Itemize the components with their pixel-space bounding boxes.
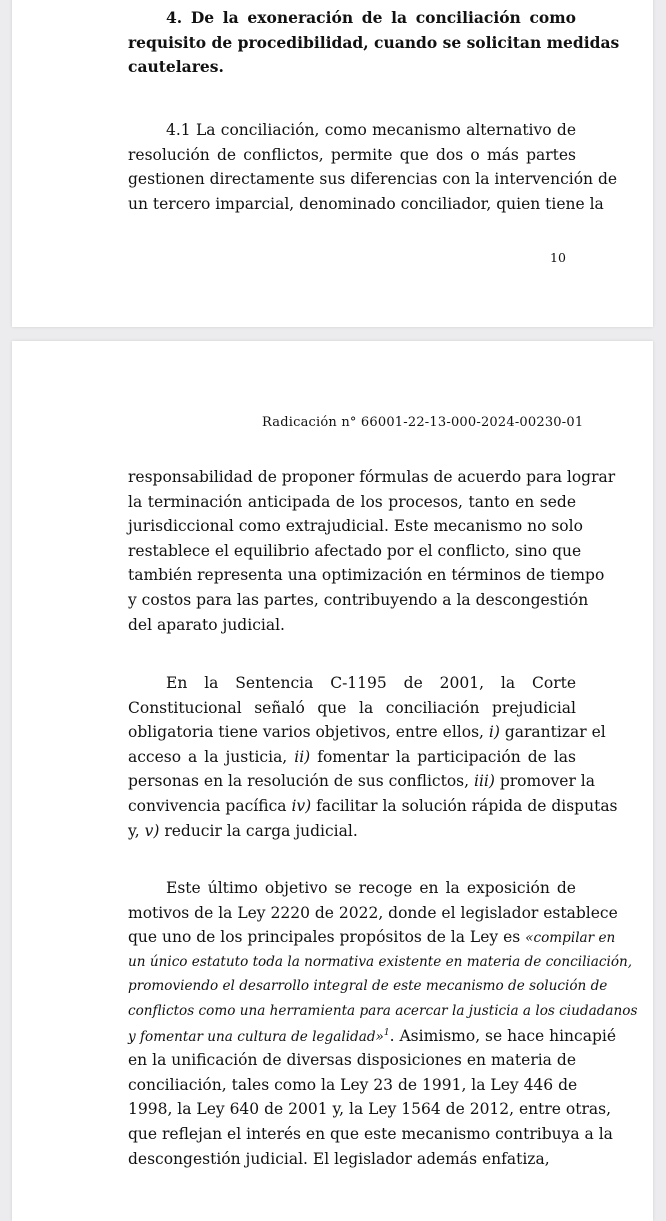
text-line	[128, 794, 618, 819]
paragraph-ley-2220	[128, 876, 638, 1171]
text-line: jurisdiccional como extrajudicial. Este mecanismo no solo	[128, 517, 583, 536]
enum-marker: v)	[144, 821, 160, 840]
text-span: obligatoria tiene varios objetivos, entre ellos,	[128, 723, 484, 742]
text-line: Este último objetivo se recoge en la exposición de	[166, 879, 576, 897]
text-line	[128, 819, 576, 844]
text-line	[128, 720, 606, 745]
radicacion-header: Radicación n° 66001-22-13-000-2024-00230-01	[262, 415, 584, 430]
quote-line: conflictos como una herramienta para acercar la justicia a los ciudadanos	[128, 1002, 638, 1019]
text-line	[128, 769, 596, 794]
paragraph-sentencia	[128, 671, 618, 843]
text-span: garantizar el	[504, 723, 606, 742]
text-line: resolución de conflictos, permite que dos o más partes	[128, 145, 576, 164]
heading-line: 4. De la exoneración de la conciliación como	[166, 8, 576, 27]
document-page-10	[12, 0, 653, 327]
paragraph-4-1	[128, 118, 618, 216]
text-span: reducir la carga judicial.	[164, 821, 358, 840]
text-line: que reflejan el interés en que este mecanismo contribuya a la	[128, 1124, 613, 1143]
text-span: promover la	[499, 772, 596, 791]
text-line: un tercero imparcial, denominado conciliador, quien tiene la	[128, 194, 604, 213]
enum-marker: i)	[488, 723, 500, 742]
text-span: acceso a la justicia,	[128, 747, 288, 766]
text-span: convivencia pacífica	[128, 796, 287, 815]
quote-span: «compilar en	[525, 930, 616, 947]
text-span: personas en la resolución de sus conflictos,	[128, 772, 470, 791]
text-line	[128, 745, 576, 770]
text-span: fomentar la participación de las	[317, 747, 576, 766]
text-line: en la unificación de diversas disposiciones en materia de	[128, 1051, 576, 1070]
footnote-ref[interactable]: 1	[383, 1027, 390, 1038]
text-line: del aparato judicial.	[128, 615, 285, 634]
text-line: responsabilidad de proponer fórmulas de acuerdo para lograr	[128, 468, 616, 486]
text-line: y costos para las partes, contribuyendo a la descongestión	[128, 590, 589, 609]
text-line: 4.1 La conciliación, como mecanismo alternativo de	[166, 121, 576, 139]
text-span: facilitar la solución rápida de disputas	[316, 796, 618, 815]
text-line	[128, 925, 616, 950]
text-line: también representa una optimización en términos de tiempo	[128, 566, 605, 585]
section-heading	[128, 6, 620, 80]
enum-marker: ii)	[294, 747, 311, 766]
text-line: Constitucional señaló que la conciliación prejudicial	[128, 698, 576, 717]
text-span: . Asimismo, se hace hincapié	[389, 1026, 617, 1045]
heading-line: requisito de procedibilidad, cuando se solicitan medidas	[128, 32, 620, 52]
quote-line: promoviendo el desarrollo integral de este mecanismo de solución de	[128, 978, 608, 995]
heading-line: cautelares.	[128, 57, 224, 77]
quote-span: y fomentar una cultura de legalidad»	[128, 1028, 384, 1045]
text-line: la terminación anticipada de los procesos, tanto en sede	[128, 492, 576, 511]
document-page-11	[12, 341, 653, 1221]
paragraph-continuation	[128, 465, 616, 637]
text-line: conciliación, tales como la Ley 23 de 1991, la Ley 446 de	[128, 1075, 578, 1094]
enum-marker: iv)	[291, 796, 312, 815]
text-line: En la Sentencia C-1195 de 2001, la Corte	[166, 674, 576, 692]
page-number: 10	[550, 250, 566, 265]
text-span: y,	[128, 821, 140, 840]
enum-marker: iii)	[473, 772, 495, 791]
text-line: 1998, la Ley 640 de 2001 y, la Ley 1564 de 2012, entre otras,	[128, 1100, 611, 1119]
quote-line: un único estatuto toda la normativa existente en materia de conciliación,	[128, 953, 633, 970]
text-span: que uno de los principales propósitos de la Ley es	[128, 928, 521, 947]
text-line: gestionen directamente sus diferencias con la intervención de	[128, 170, 618, 189]
text-line: restablece el equilibrio afectado por el conflicto, sino que	[128, 541, 582, 560]
text-line: motivos de la Ley 2220 de 2022, donde el legislador establece	[128, 903, 618, 922]
text-line: descongestión judicial. El legislador además enfatiza,	[128, 1149, 550, 1168]
text-line	[128, 1024, 617, 1049]
